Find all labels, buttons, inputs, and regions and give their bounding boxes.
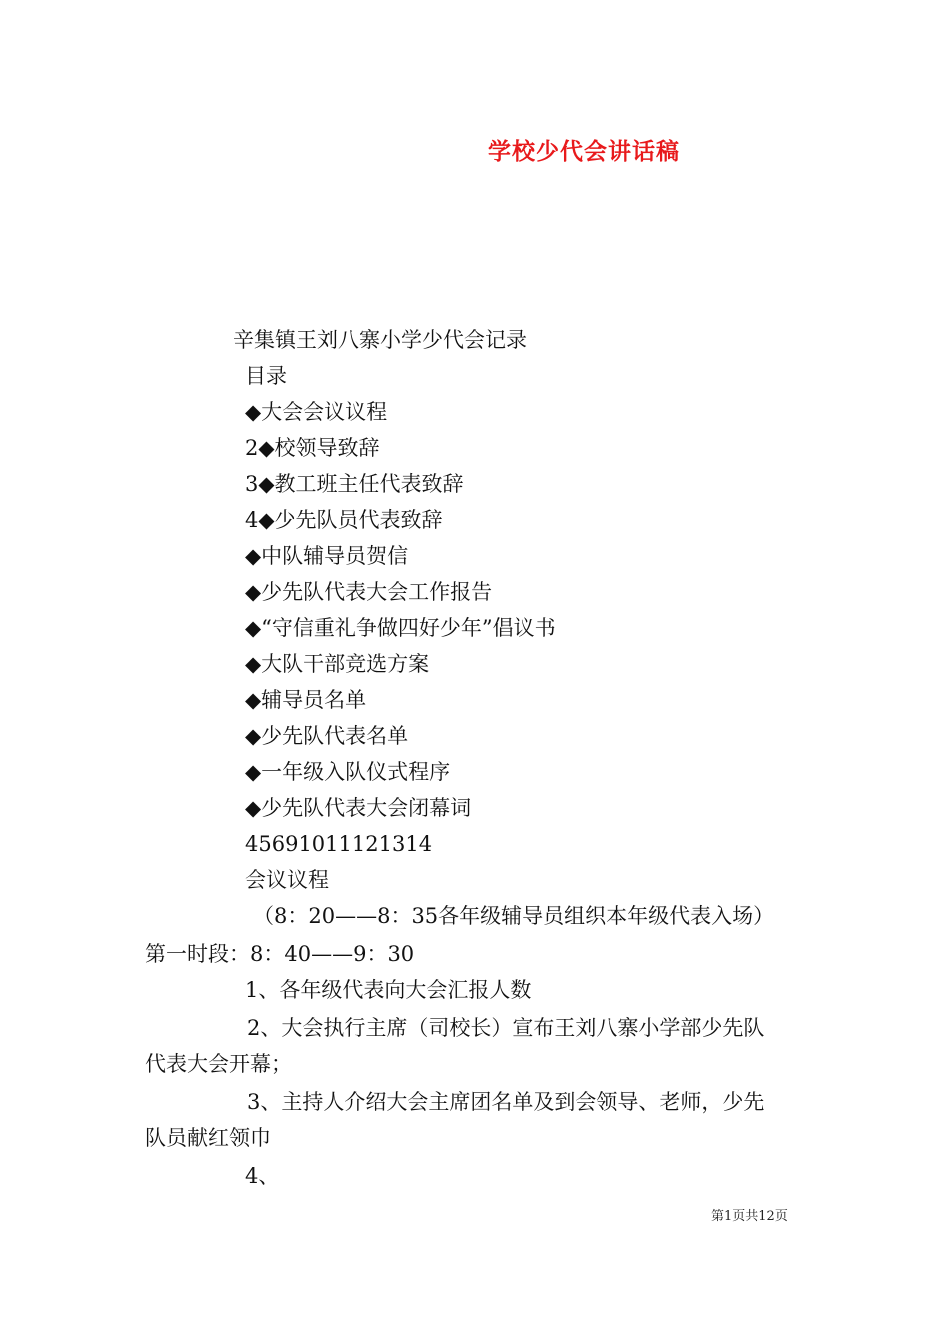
toc-heading: 目录 — [245, 364, 287, 388]
agenda-paragraph: （8：20——8：35各年级辅导员组织本年级代表入场） — [253, 904, 775, 928]
toc-item: ◆少先队代表大会闭幕词 — [245, 796, 472, 820]
toc-item: ◆少先队代表大会工作报告 — [245, 580, 493, 604]
toc-item: 4◆少先队员代表致辞 — [245, 508, 443, 532]
toc-item: ◆“守信重礼争做四好少年”倡议书 — [245, 616, 556, 640]
agenda-heading: 会议议程 — [245, 868, 329, 892]
toc-item: ◆辅导员名单 — [245, 688, 367, 712]
agenda-paragraph: 4、 — [245, 1164, 280, 1188]
page-numbers-line: 45691011121314 — [245, 832, 433, 856]
toc-item: ◆大会会议议程 — [245, 400, 388, 424]
agenda-paragraph: 1、各年级代表向大会汇报人数 — [245, 978, 532, 1002]
document-title: 学校少代会讲话稿 — [488, 138, 680, 165]
toc-item: 2◆校领导致辞 — [245, 436, 380, 460]
record-heading: 辛集镇王刘八寨小学少代会记录 — [233, 328, 527, 352]
toc-item: ◆中队辅导员贺信 — [245, 544, 409, 568]
agenda-paragraph: 队员献红领巾 — [145, 1126, 271, 1150]
toc-item: ◆少先队代表名单 — [245, 724, 409, 748]
toc-item: ◆一年级入队仪式程序 — [245, 760, 451, 784]
agenda-paragraph: 3、主持人介绍大会主席团名单及到会领导、老师，少先 — [247, 1090, 765, 1114]
agenda-paragraph: 2、大会执行主席（司校长）宣布王刘八寨小学部少先队 — [247, 1016, 765, 1040]
agenda-paragraph: 第一时段：8：40——9：30 — [145, 942, 415, 966]
page-footer: 第1页共12页 — [711, 1209, 788, 1224]
toc-item: ◆大队干部竞选方案 — [245, 652, 430, 676]
agenda-paragraph: 代表大会开幕； — [145, 1052, 292, 1076]
toc-item: 3◆教工班主任代表致辞 — [245, 472, 464, 496]
